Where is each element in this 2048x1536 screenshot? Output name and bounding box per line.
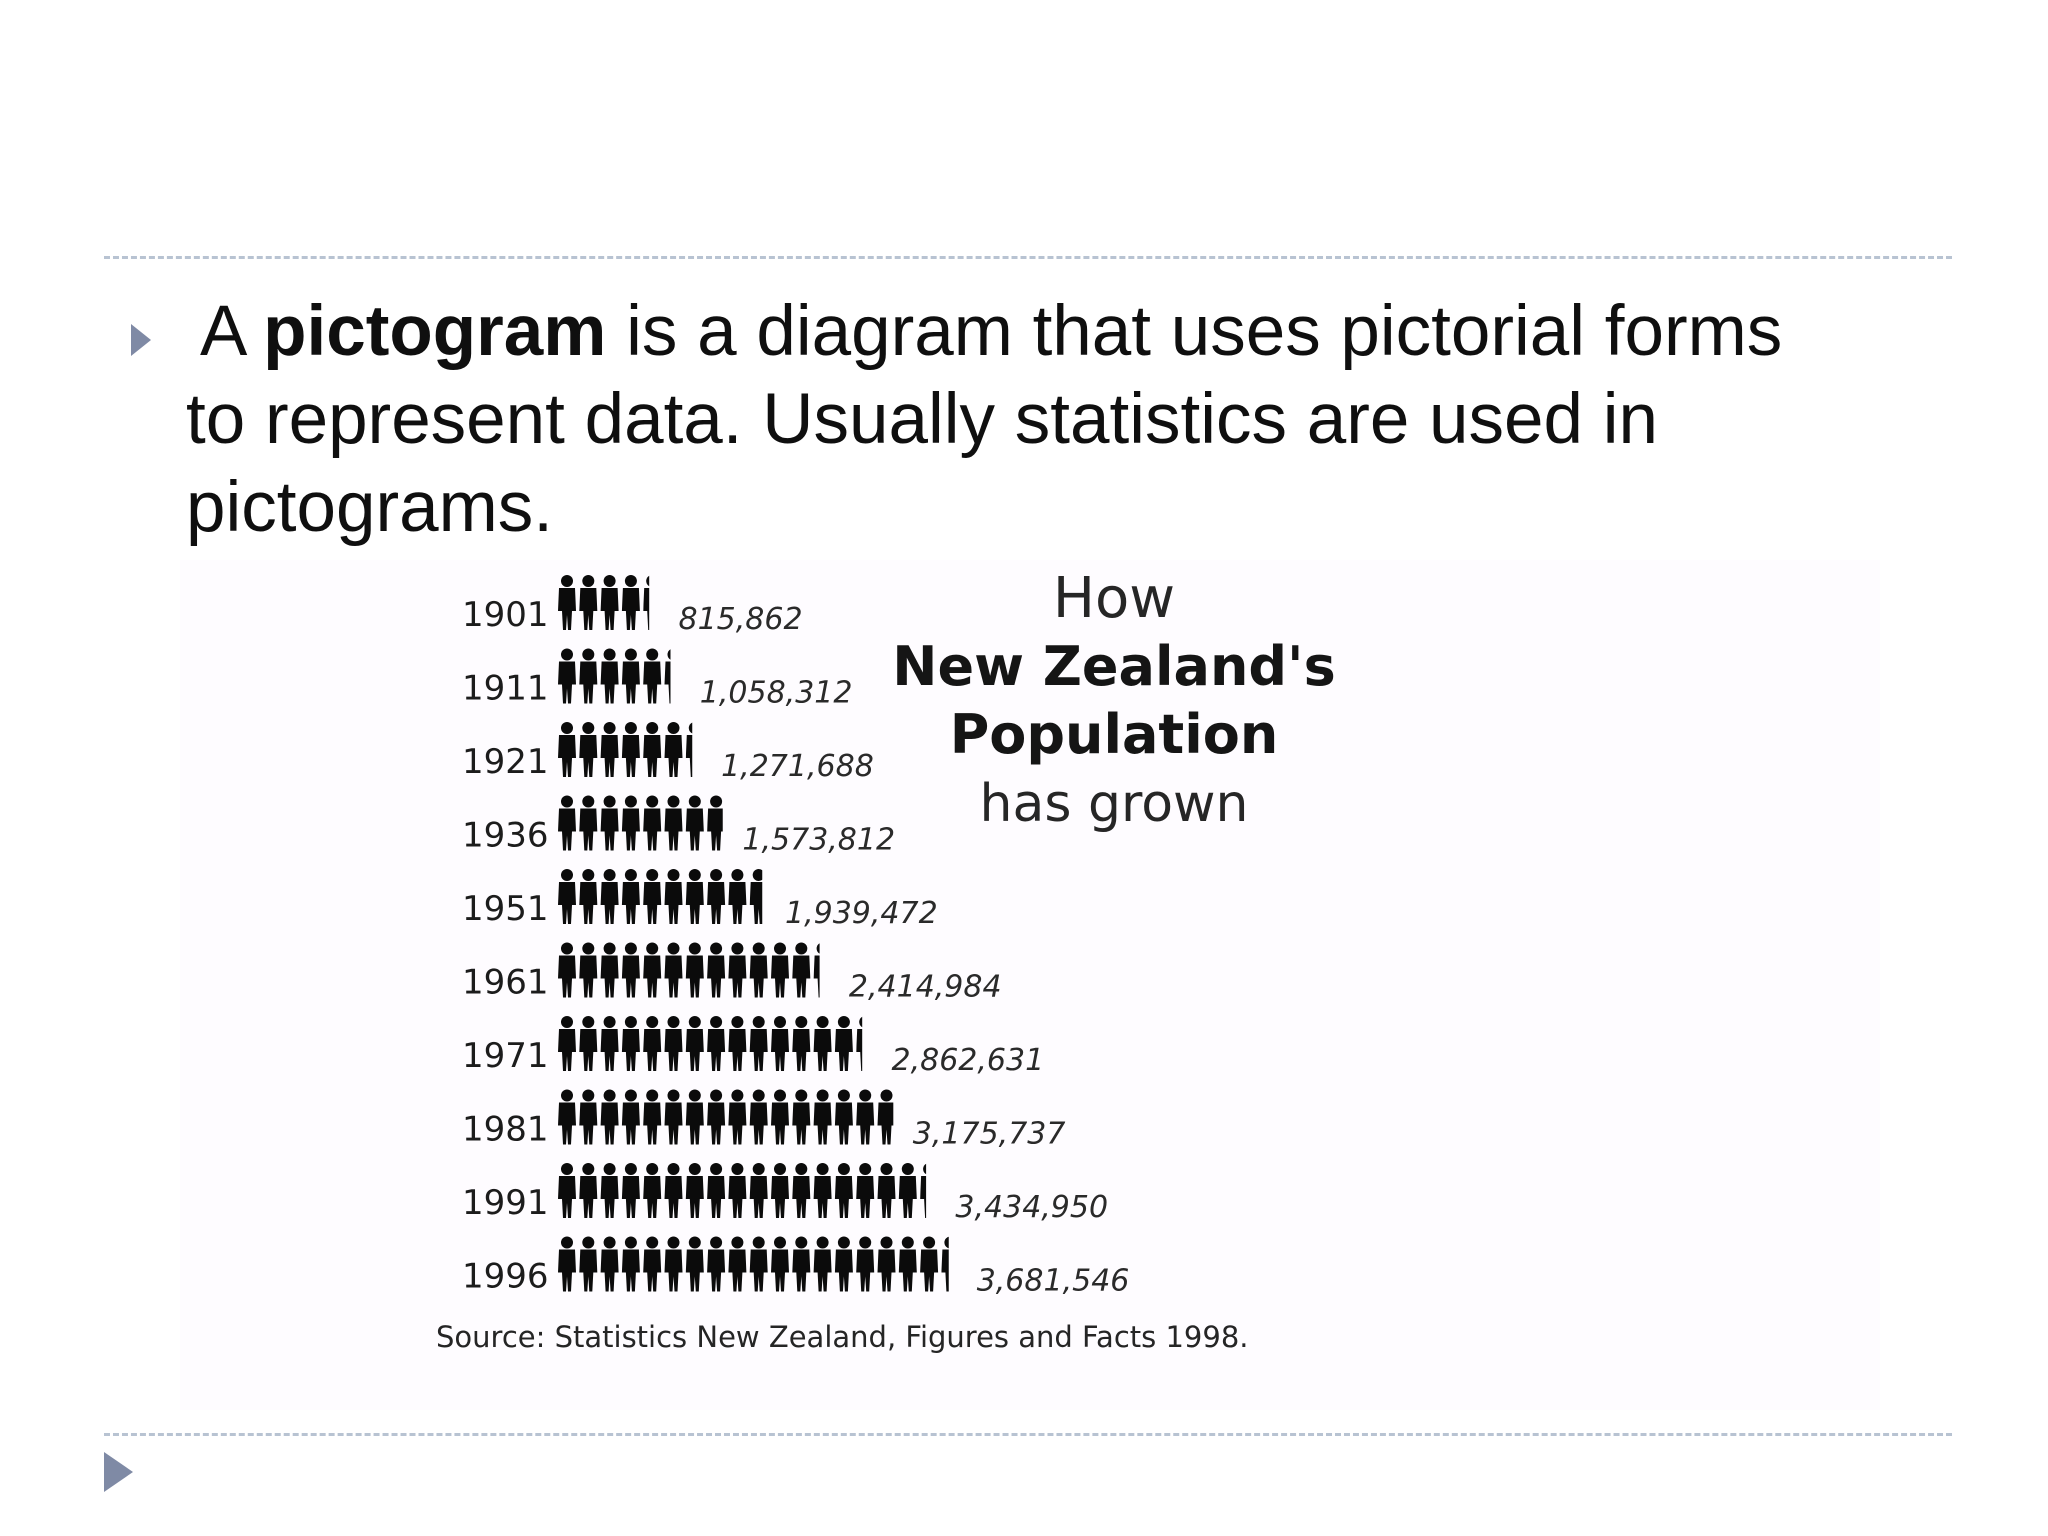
person-icon — [622, 1163, 640, 1218]
person-icon — [622, 943, 640, 998]
year-label: 1901 — [462, 595, 549, 635]
year-label: 1991 — [462, 1183, 549, 1223]
person-icon — [835, 1163, 853, 1218]
person-icon — [558, 1163, 576, 1218]
person-icon — [622, 869, 640, 924]
person-icon — [686, 869, 704, 924]
person-icon — [920, 1237, 938, 1292]
person-icon — [728, 1237, 746, 1292]
chart-title-line-4: has grown — [979, 774, 1249, 834]
person-icon — [728, 943, 746, 998]
person-icon — [750, 869, 768, 924]
person-icon — [792, 1163, 810, 1218]
person-icon — [878, 1163, 896, 1218]
person-icon — [622, 1090, 640, 1145]
person-icon — [601, 1163, 619, 1218]
person-icon — [771, 1163, 789, 1218]
person-icon — [643, 1016, 661, 1071]
person-icon — [856, 1237, 874, 1292]
person-icon — [728, 869, 746, 924]
value-label: 1,939,472 — [785, 896, 938, 931]
value-label: 3,175,737 — [912, 1116, 1066, 1152]
person-icon — [707, 1237, 725, 1292]
person-icon — [643, 649, 661, 704]
chart-title-line-1: How — [1052, 566, 1176, 631]
person-icon — [707, 943, 725, 998]
person-icon — [601, 1090, 619, 1145]
person-icon — [622, 1237, 640, 1292]
person-icon — [814, 1016, 832, 1071]
value-label: 3,681,546 — [976, 1263, 1130, 1299]
person-icon — [686, 1163, 704, 1218]
person-icon — [771, 1090, 789, 1145]
person-icon — [665, 1237, 683, 1292]
person-icon — [686, 943, 704, 998]
person-icon — [686, 796, 704, 851]
person-icon — [601, 796, 619, 851]
person-icon — [643, 796, 661, 851]
person-icon — [643, 943, 661, 998]
person-icon — [579, 1163, 597, 1218]
person-icon — [643, 1090, 661, 1145]
person-icon — [750, 1090, 768, 1145]
person-icon — [707, 1090, 725, 1145]
person-icon — [665, 796, 683, 851]
year-label: 1951 — [462, 889, 549, 929]
person-icon — [622, 575, 640, 630]
person-icon — [835, 1090, 853, 1145]
person-icon — [558, 722, 576, 777]
person-icon — [579, 943, 597, 998]
person-icon — [601, 575, 619, 630]
person-icon — [558, 869, 576, 924]
person-icon — [601, 943, 619, 998]
person-icon — [579, 722, 597, 777]
person-icon — [856, 1163, 874, 1218]
person-icon — [558, 575, 576, 630]
person-icon — [686, 722, 704, 777]
person-icon — [558, 796, 576, 851]
person-icon — [558, 649, 576, 704]
person-icon — [941, 1237, 959, 1292]
value-label: 1,058,312 — [699, 675, 853, 711]
value-label: 3,434,950 — [955, 1190, 1109, 1225]
person-icon — [579, 1090, 597, 1145]
person-icon — [771, 1016, 789, 1071]
person-icon — [856, 1016, 874, 1071]
person-icon — [558, 1237, 576, 1292]
person-icon — [601, 1016, 619, 1071]
value-label: 1,573,812 — [742, 822, 896, 858]
person-icon — [750, 1016, 768, 1071]
person-icon — [707, 796, 725, 851]
person-icon — [643, 869, 661, 924]
person-icon — [643, 722, 661, 777]
person-icon — [601, 649, 619, 704]
person-icon — [814, 943, 832, 998]
person-icon — [707, 1163, 725, 1218]
person-icon — [750, 943, 768, 998]
person-icon — [899, 1163, 917, 1218]
person-icon — [579, 1237, 597, 1292]
bullet-text-bold-term: pictogram — [263, 292, 607, 371]
chart-title-line-2: New Zealand's — [892, 635, 1336, 698]
person-icon — [601, 1237, 619, 1292]
bullet-text-line-2: to represent data. Usually statistics are used in — [186, 380, 1659, 459]
year-label: 1961 — [462, 962, 549, 1003]
person-icon — [558, 1090, 576, 1145]
person-icon — [878, 1237, 896, 1292]
person-icon — [707, 869, 725, 924]
year-label: 1981 — [462, 1109, 549, 1150]
person-icon — [728, 1163, 746, 1218]
person-icon — [579, 869, 597, 924]
bullet-text-line-3: pictograms. — [186, 468, 553, 547]
person-icon — [728, 1016, 746, 1071]
person-icon — [686, 1016, 704, 1071]
person-icon — [665, 943, 683, 998]
value-label: 2,862,631 — [891, 1043, 1045, 1078]
value-label: 815,862 — [678, 602, 803, 637]
person-icon — [601, 869, 619, 924]
person-icon — [622, 1016, 640, 1071]
person-icon — [579, 649, 597, 704]
value-label: 2,414,984 — [848, 969, 1002, 1005]
person-icon — [643, 1163, 661, 1218]
year-label: 1921 — [462, 742, 549, 782]
person-icon — [707, 1016, 725, 1071]
person-icon — [665, 869, 683, 924]
person-icon — [686, 1237, 704, 1292]
person-icon — [665, 1090, 683, 1145]
person-icon — [665, 649, 683, 704]
person-icon — [579, 796, 597, 851]
person-icon — [665, 722, 683, 777]
year-label: 1971 — [462, 1036, 549, 1076]
person-icon — [792, 943, 810, 998]
person-icon — [878, 1090, 896, 1145]
bullet-text-prefix: A — [200, 292, 264, 371]
person-icon — [601, 722, 619, 777]
person-icon — [771, 943, 789, 998]
person-icon — [814, 1237, 832, 1292]
person-icon — [558, 1016, 576, 1071]
person-icon — [579, 1016, 597, 1071]
person-icon — [814, 1163, 832, 1218]
person-icon — [643, 575, 661, 630]
person-icon — [728, 1090, 746, 1145]
person-icon — [750, 1237, 768, 1292]
year-label: 1911 — [462, 668, 549, 709]
person-icon — [792, 1016, 810, 1071]
chart-title-line-3: Population — [949, 703, 1279, 766]
person-icon — [771, 1237, 789, 1292]
year-label: 1996 — [462, 1256, 549, 1297]
triangle-nav-icon — [102, 1450, 135, 1494]
person-icon — [899, 1237, 917, 1292]
person-icon — [622, 722, 640, 777]
person-icon — [643, 1237, 661, 1292]
person-icon — [579, 575, 597, 630]
person-icon — [665, 1016, 683, 1071]
person-icon — [835, 1016, 853, 1071]
person-icon — [814, 1090, 832, 1145]
person-icon — [686, 1090, 704, 1145]
person-icon — [792, 1090, 810, 1145]
year-label: 1936 — [462, 815, 549, 856]
person-icon — [558, 943, 576, 998]
person-icon — [792, 1237, 810, 1292]
person-icon — [750, 1163, 768, 1218]
person-icon — [622, 796, 640, 851]
person-icon — [920, 1163, 938, 1218]
chart-source: Source: Statistics New Zealand, Figures and Facts 1998. — [436, 1320, 1249, 1354]
person-icon — [835, 1237, 853, 1292]
value-label: 1,271,688 — [721, 749, 874, 784]
bullet-text-suffix: is a diagram that uses pictorial forms — [606, 292, 1783, 371]
person-icon — [622, 649, 640, 704]
person-icon — [665, 1163, 683, 1218]
person-icon — [856, 1090, 874, 1145]
